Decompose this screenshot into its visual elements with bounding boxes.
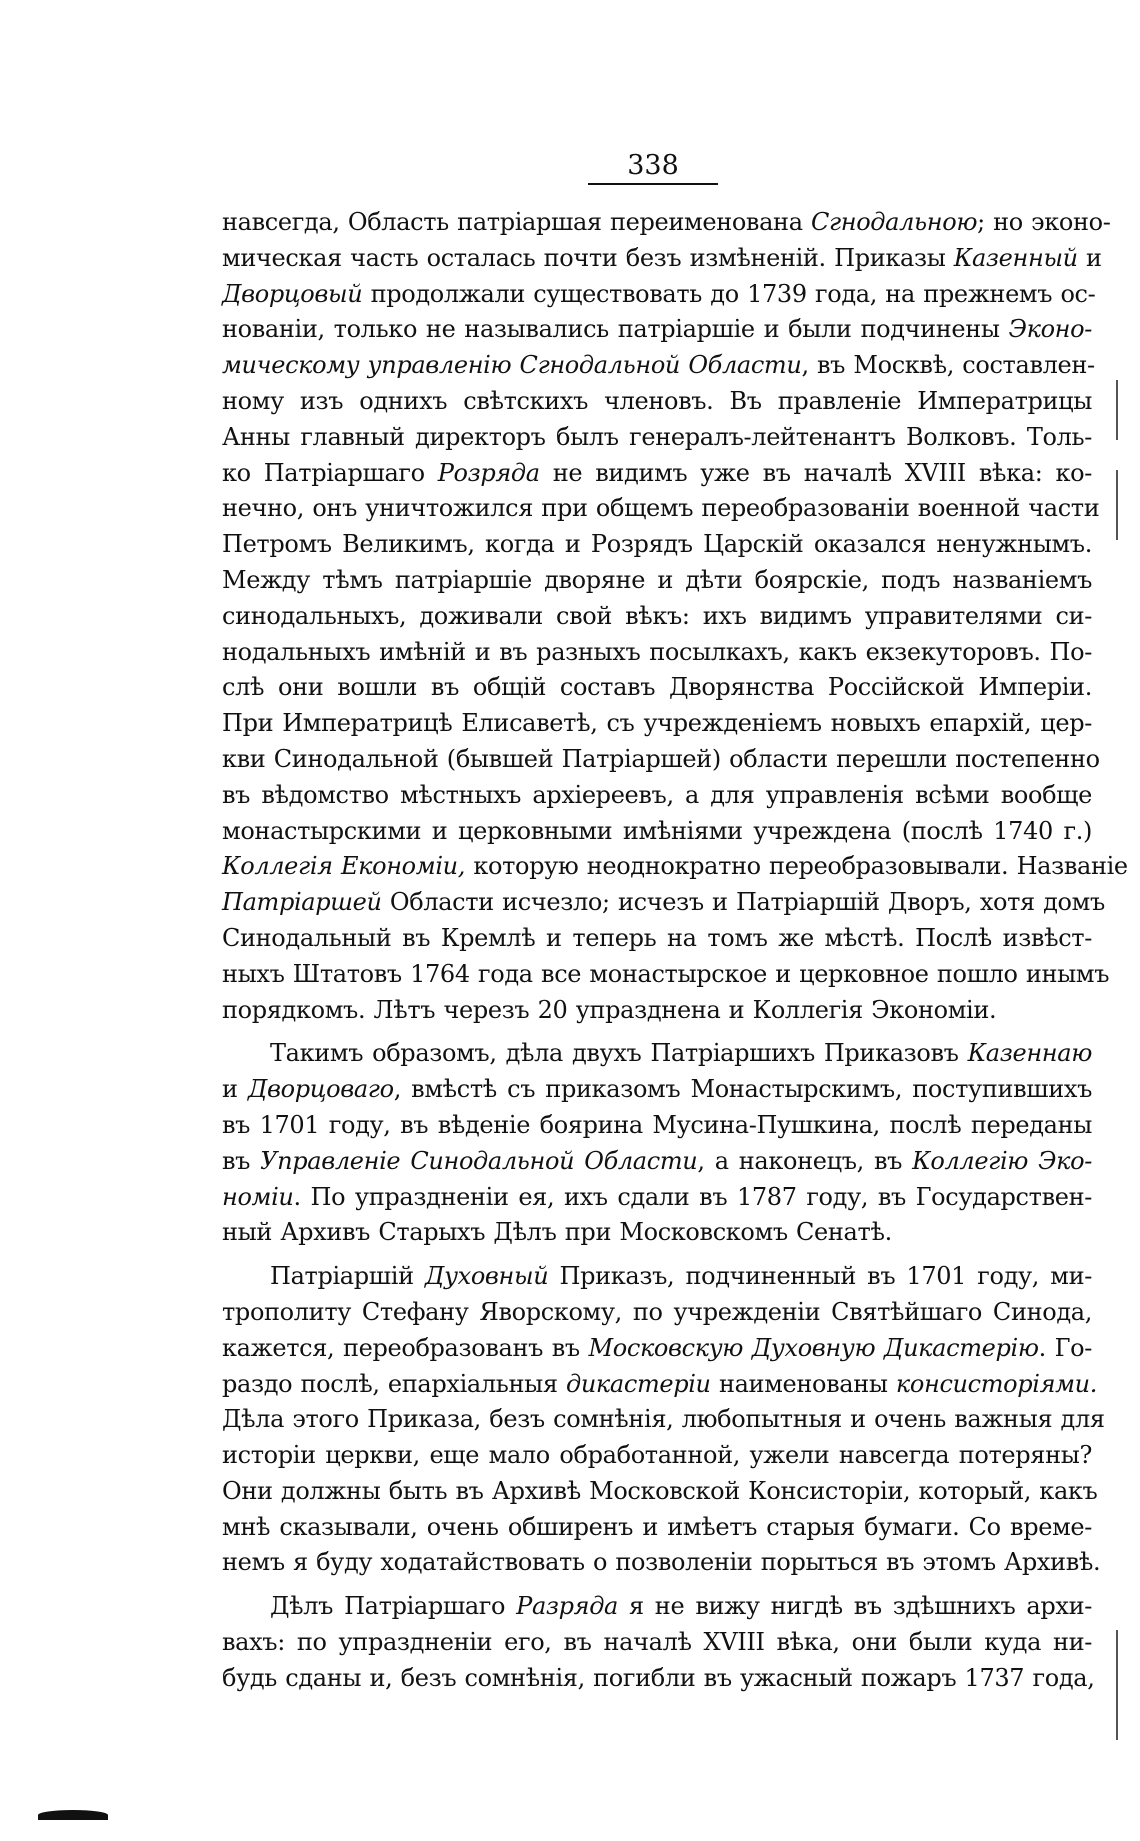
- text-line: [222, 1438, 1092, 1474]
- text-segment: Дѣла этого Приказа, безъ сомнѣнія, любопытныя и очень важныя для: [222, 1405, 1105, 1434]
- italic-text: Коллегію Эко-: [912, 1146, 1092, 1175]
- paragraph-gap: [222, 1251, 1092, 1259]
- body-text: [222, 205, 1128, 1697]
- text-line: [222, 1215, 1092, 1251]
- text-segment: продолжали существовать до 1739 года, на прежнемъ ос-: [362, 279, 1096, 308]
- text-line: [222, 527, 1092, 563]
- text-segment: вахъ: по упраздненіи его, въ началѣ XVIII вѣка, они были куда ни-: [222, 1628, 1092, 1657]
- text-line: [222, 849, 1128, 885]
- italic-text: Коллегія Економіи,: [222, 852, 466, 881]
- text-segment: трополиту Стефану Яворскому, по учрежденіи Святѣйшаго Синода,: [222, 1297, 1092, 1326]
- text-line: [222, 1402, 1105, 1438]
- italic-text: Духовный: [424, 1262, 549, 1291]
- italic-text: мическому управленію Сгнодальной Области: [222, 351, 802, 380]
- text-line: [222, 1295, 1092, 1331]
- text-segment: , въ Москвѣ, составлен-: [801, 351, 1095, 380]
- text-line: [222, 1589, 1092, 1625]
- text-line: [222, 957, 1110, 993]
- paragraph-gap: [222, 1581, 1092, 1589]
- text-line: [222, 205, 1111, 241]
- text-line: [222, 885, 1105, 921]
- text-segment: мнѣ сказывали, очень обширенъ и имѣетъ старыя бумаги. Со време-: [222, 1512, 1092, 1541]
- text-segment: Такимъ образомъ, дѣла двухъ Патріаршихъ Приказовъ: [270, 1039, 968, 1068]
- edge-mark: [1116, 1630, 1118, 1740]
- italic-text: Дворцоваго: [247, 1075, 394, 1104]
- text-line: [222, 1036, 1092, 1072]
- text-segment: кви Синодальной (бывшей Патріаршей) области перешли постепенно: [222, 744, 1100, 773]
- text-segment: раздо послѣ, епархіальныя: [222, 1369, 566, 1398]
- text-segment: въ 1701 году, въ вѣденіе боярина Мусина-Пушкина, послѣ переданы: [222, 1110, 1092, 1139]
- italic-text: Сгнодальною: [810, 208, 978, 236]
- text-segment: наименованы: [710, 1369, 896, 1398]
- edge-mark: [1116, 470, 1118, 540]
- text-segment: нодальныхъ имѣній и въ разныхъ посылкахъ, какъ екзекуторовъ. По-: [222, 637, 1092, 666]
- italic-text: Розряда: [437, 458, 540, 487]
- page-number-rule: [588, 183, 718, 185]
- text-line: [222, 456, 1092, 492]
- text-line: [222, 814, 1092, 850]
- text-segment: , вмѣстѣ съ приказомъ Монастырскимъ, поступившихъ: [393, 1075, 1092, 1104]
- italic-text: дикастеріи: [565, 1369, 711, 1398]
- text-line: [222, 491, 1100, 527]
- text-segment: нованіи, только не назывались патріаршіе и были подчинены: [222, 315, 1009, 344]
- italic-text: номіи: [222, 1182, 294, 1211]
- text-segment: Петромъ Великимъ, когда и Розрядъ Царскій оказался ненужнымъ.: [222, 530, 1092, 559]
- text-line: [222, 778, 1092, 814]
- text-segment: синодальныхъ, доживали свой вѣкъ: ихъ видимъ управителями си-: [222, 601, 1092, 630]
- text-segment: ; но эконо-: [977, 208, 1111, 236]
- text-segment: будь сданы и, безъ сомнѣнія, погибли въ ужасный пожаръ 1737 года,: [222, 1663, 1095, 1692]
- text-line: [222, 1625, 1092, 1661]
- text-segment: ко Патріаршаго: [222, 458, 438, 487]
- text-line: [222, 921, 1092, 957]
- text-segment: Дѣлъ Патріаршаго: [270, 1592, 517, 1621]
- italic-text: Казенный: [953, 243, 1078, 272]
- text-line: [222, 1108, 1092, 1144]
- text-segment: Синодальный въ Кремлѣ и теперь на томъ же мѣстѣ. Послѣ извѣст-: [222, 923, 1092, 952]
- italic-text: Московскую Духовную Дикастерію: [588, 1333, 1039, 1362]
- italic-text: консисторіями.: [895, 1369, 1098, 1398]
- text-segment: немъ я буду ходатайствовать о позволеніи порыться въ этомъ Архивѣ.: [222, 1548, 1101, 1577]
- text-line: [222, 420, 1092, 456]
- text-line: [222, 1259, 1092, 1295]
- text-segment: Они должны быть въ Архивѣ Московской Консисторіи, который, какъ: [222, 1476, 1098, 1505]
- italic-text: Управленіе Синодальной Области: [260, 1146, 698, 1175]
- text-segment: ному изъ однихъ свѣтскихъ членовъ. Въ правленіе Императрицы: [222, 386, 1092, 415]
- edge-mark: [1116, 380, 1118, 440]
- text-segment: мическая часть осталась почти безъ измѣненій. Приказы: [222, 243, 954, 272]
- page-number: 338: [627, 150, 679, 181]
- text-segment: я не вижу нигдѣ въ здѣшнихъ архи-: [618, 1592, 1092, 1621]
- text-segment: Патріаршій: [270, 1262, 425, 1291]
- text-line: [222, 312, 1092, 348]
- text-segment: . Го-: [1038, 1333, 1092, 1362]
- text-line: [222, 742, 1100, 778]
- text-line: [222, 241, 1102, 277]
- text-line: [222, 563, 1092, 599]
- text-line: [222, 1072, 1092, 1108]
- italic-text: Патріаршей: [222, 888, 382, 917]
- scan-mark: [38, 1810, 108, 1820]
- text-segment: навсегда, Область патріаршая переименована: [222, 208, 811, 236]
- italic-text: Эконо-: [1008, 315, 1092, 344]
- text-segment: исторіи церкви, еще мало обработанной, ужели навсегда потеряны?: [222, 1441, 1092, 1470]
- text-segment: порядкомъ. Лѣтъ черезъ 20 упразднена и Коллегія Экономіи.: [222, 995, 997, 1024]
- text-line: [222, 635, 1092, 671]
- text-segment: , а наконецъ, въ: [697, 1146, 913, 1175]
- text-line: [222, 670, 1092, 706]
- text-line: [222, 1661, 1095, 1697]
- text-line: [222, 1367, 1098, 1403]
- italic-text: Разряда: [516, 1592, 619, 1621]
- text-line: [222, 348, 1095, 384]
- text-line: [222, 1510, 1092, 1546]
- text-segment: монастырскими и церковными имѣніями учреждена (послѣ 1740 г.): [222, 816, 1092, 845]
- text-line: [222, 277, 1096, 313]
- text-line: [222, 1180, 1092, 1216]
- text-segment: въ вѣдомство мѣстныхъ архіереевъ, а для управленія всѣми вообще: [222, 780, 1092, 809]
- text-segment: Области исчезло; исчезъ и Патріаршій Дворъ, хотя домъ: [381, 888, 1105, 917]
- text-line: [222, 993, 1092, 1029]
- text-segment: не видимъ уже въ началѣ XVIII вѣка: ко-: [539, 458, 1092, 487]
- text-line: [222, 384, 1092, 420]
- text-segment: которую неоднократно переобразовывали. Названіе: [465, 852, 1128, 881]
- text-segment: . По упраздненіи ея, ихъ сдали въ 1787 году, въ Государствен-: [293, 1182, 1092, 1211]
- text-segment: ныхъ Штатовъ 1764 года все монастырское и церковное пошло инымъ: [222, 959, 1110, 988]
- text-line: [222, 1545, 1101, 1581]
- text-line: [222, 1474, 1098, 1510]
- text-segment: нечно, онъ уничтожился при общемъ переобразованіи военной части: [222, 494, 1100, 523]
- italic-text: Дворцовый: [222, 279, 363, 308]
- text-segment: и: [1077, 243, 1102, 272]
- text-segment: кажется, переобразованъ въ: [222, 1333, 589, 1362]
- text-segment: и: [222, 1075, 248, 1104]
- text-segment: ный Архивъ Старыхъ Дѣлъ при Московскомъ Сенатѣ.: [222, 1218, 892, 1247]
- text-line: [222, 1331, 1092, 1367]
- text-segment: Между тѣмъ патріаршіе дворяне и дѣти боярскіе, подъ названіемъ: [222, 565, 1092, 594]
- text-segment: Приказъ, подчиненный въ 1701 году, ми-: [548, 1262, 1092, 1291]
- text-segment: слѣ они вошли въ общій составъ Дворянства Россійской Имперіи.: [222, 673, 1092, 702]
- text-segment: При Императрицѣ Елисаветѣ, съ учрежденіемъ новыхъ епархій, цер-: [222, 709, 1092, 738]
- text-line: [222, 599, 1092, 635]
- text-segment: въ: [222, 1146, 261, 1175]
- text-line: [222, 1144, 1092, 1180]
- italic-text: Казеннаю: [967, 1039, 1092, 1068]
- text-segment: Анны главный директоръ былъ генералъ-лейтенантъ Волковъ. Толь-: [222, 422, 1092, 451]
- paragraph-gap: [222, 1028, 1092, 1036]
- text-line: [222, 706, 1092, 742]
